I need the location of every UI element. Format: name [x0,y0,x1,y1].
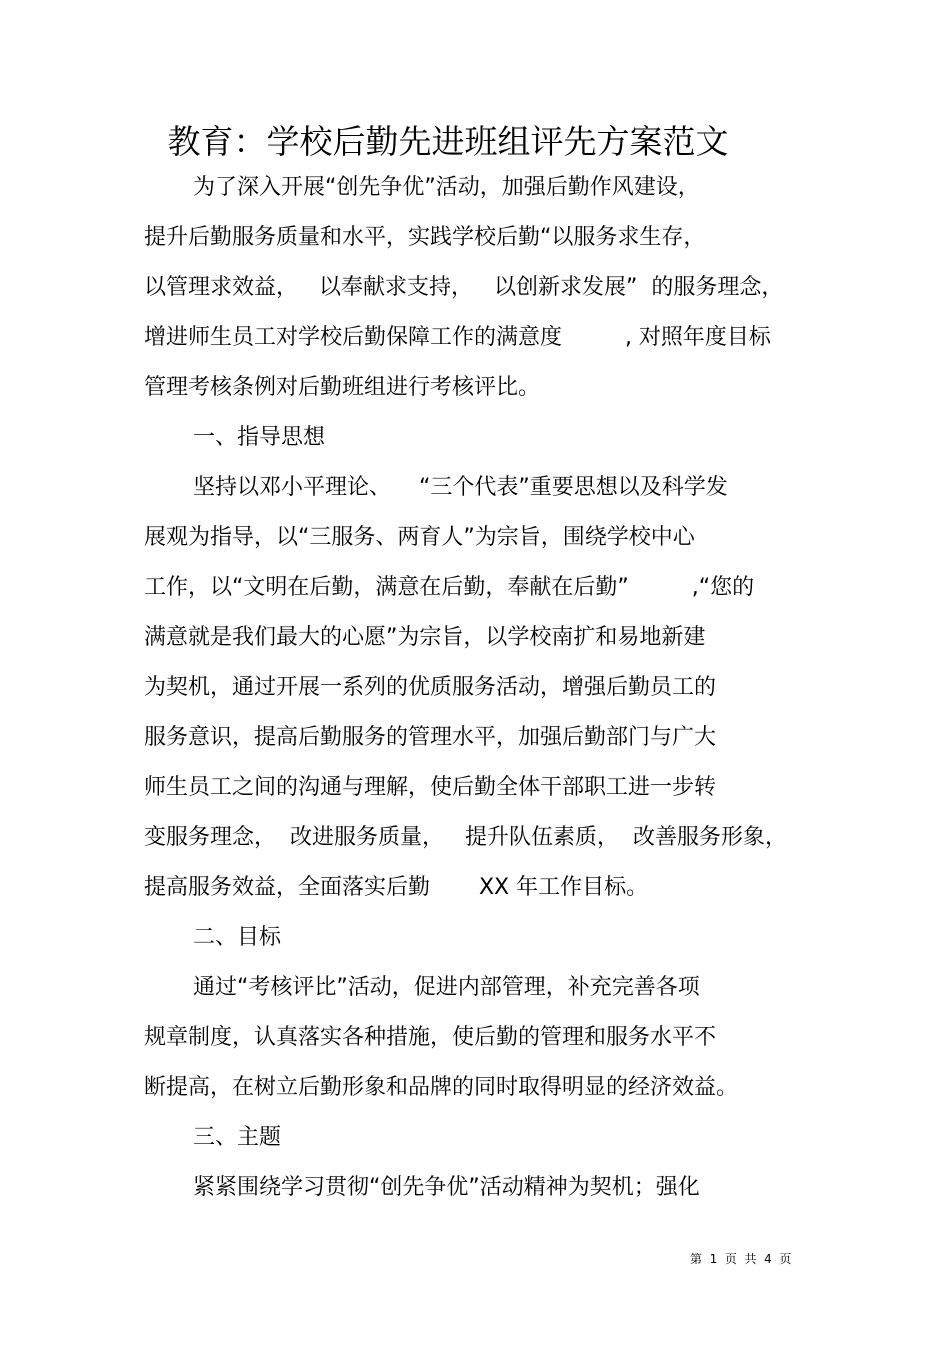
section-heading: 三、主题 [193,1125,282,1150]
paragraph-line: 工作，以“文明在后勤，满意在后勤，奉献在后勤” ,“您的 [144,575,755,600]
paragraph-line: 师生员工之间的沟通与理解，使后勤全体干部职工进一步转 [144,775,717,800]
paragraph-line: 满意就是我们最大的心愿”为宗旨，以学校南扩和易地新建 [144,625,706,650]
paragraph-line: 断提高，在树立后勤形象和品牌的同时取得明显的经济效益。 [144,1075,739,1100]
paragraph-line: 为契机，通过开展一系列的优质服务活动，增强后勤员工的 [144,675,717,700]
document-title: 教育：学校后勤先进班组评先方案范文 [167,122,729,161]
paragraph-line: 坚持以邓小平理论、 “三个代表”重要思想以及科学发 [193,475,728,500]
paragraph-line: 以管理求效益， 以奉献求支持， 以创新求发展” 的服务理念， [144,275,784,300]
paragraph-line: 增进师生员工对学校后勤保障工作的满意度 , 对照年度目标 [144,325,771,350]
paragraph-line: 提升后勤服务质量和水平，实践学校后勤“以服务求生存， [144,225,706,250]
paragraph-line: 服务意识，提高后勤服务的管理水平，加强后勤部门与广大 [144,725,717,750]
paragraph-line: 提高服务效益，全面落实后勤 XX 年工作目标。 [144,875,649,900]
paragraph-line: 展观为指导，以“三服务、两育人”为宗旨，围绕学校中心 [144,525,695,550]
paragraph-line: 通过“考核评比”活动，促进内部管理，补充完善各项 [193,975,700,1000]
paragraph-line: 为了深入开展“创先争优”活动，加强后勤作风建设， [193,175,700,200]
page-footer: 第 1 页 共 4 页 [690,1252,792,1266]
paragraph-line: 变服务理念， 改进服务质量， 提升队伍素质， 改善服务形象， [144,825,787,850]
paragraph-line: 规章制度，认真落实各种措施，使后勤的管理和服务水平不 [144,1025,717,1050]
section-heading: 一、指导思想 [193,425,326,450]
section-heading: 二、目标 [193,925,282,950]
paragraph-line: 管理考核条例对后勤班组进行考核评比。 [144,375,541,400]
paragraph-line: 紧紧围绕学习贯彻“创先争优”活动精神为契机；强化 [193,1175,700,1200]
